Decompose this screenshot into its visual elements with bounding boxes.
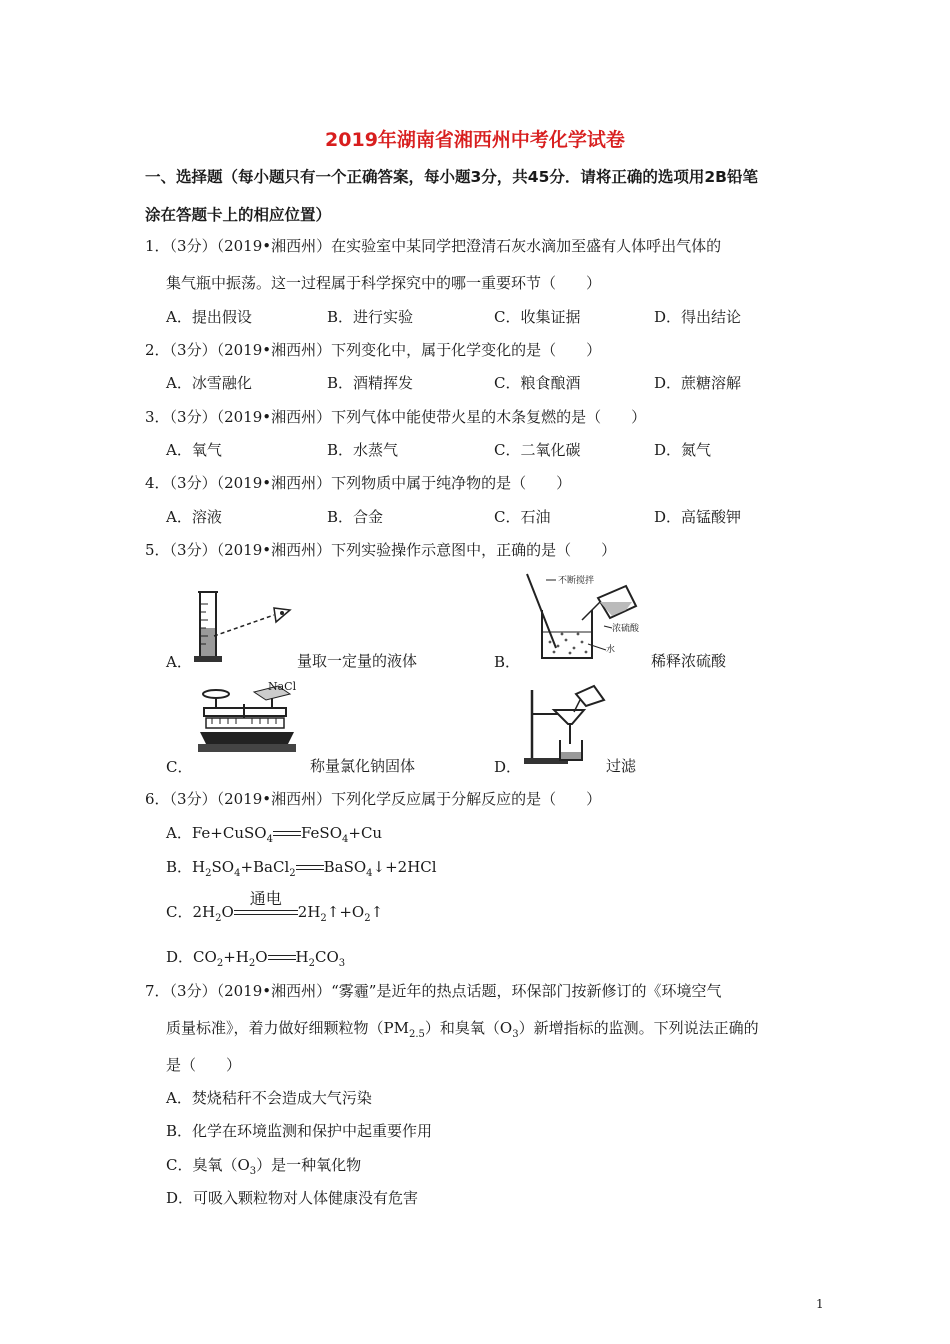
question-7-stem-line3: 是（ ） — [166, 1056, 242, 1074]
question-2-option-c: C．粮食酿酒 — [494, 374, 581, 392]
question-5-option-a-caption: 量取一定量的液体 — [297, 652, 418, 670]
question-5-option-a-letter: A． — [166, 653, 192, 671]
question-6-option-a: A．Fe+CuSO$_4$ FeSO$_4$+Cu — [166, 824, 383, 845]
question-5-stem: 5．（3分）（2019•湘西州）下列实验操作示意图中，正确的是（ ） — [145, 541, 617, 559]
question-7-option-d: D．可吸入颗粒物对人体健康没有危害 — [166, 1189, 419, 1207]
graduated-cylinder-figure — [190, 590, 295, 670]
question-1-option-c: C．收集证据 — [494, 308, 581, 326]
question-6-option-b: B．$H_2SO_4+BaCl_2$ BaSO$_4$↓+2HCl — [166, 858, 437, 879]
question-3-option-a: A．氧气 — [166, 441, 222, 459]
question-6-option-c: C．$2H_2O$ 通电 $2H_2↑+O_2↑$ — [166, 901, 383, 922]
question-1-option-d: D．得出结论 — [654, 308, 742, 326]
question-2-stem: 2．（3分）（2019•湘西州）下列变化中，属于化学变化的是（ ） — [145, 341, 602, 359]
question-7-stem-line1: 7．（3分）（2019•湘西州）“雾霾”是近年的热点话题，环保部门按新修订的《环境空气 — [145, 982, 722, 1000]
question-4-option-c: C．石油 — [494, 508, 551, 526]
water-label: 水 — [606, 645, 616, 655]
question-5-option-b-letter: B． — [494, 653, 521, 671]
question-1-option-a: A．提出假设 — [166, 308, 252, 326]
question-3-option-c: C．二氧化碳 — [494, 441, 581, 459]
question-5-option-c-caption: 称量氯化钠固体 — [310, 757, 416, 775]
question-4-option-a: A．溶液 — [166, 508, 222, 526]
nacl-label: NaCl — [268, 680, 297, 693]
question-3-option-d: D．氮气 — [654, 441, 712, 459]
question-6-option-d: D．$CO_2+H_2O$ $H_2CO_3$ — [166, 948, 346, 969]
reaction-condition: 通电 — [249, 889, 282, 908]
question-7-option-b: B．化学在环境监测和保护中起重要作用 — [166, 1122, 433, 1140]
question-5-option-b-caption: 稀释浓硫酸 — [651, 652, 727, 670]
question-3-option-b: B．水蒸气 — [327, 441, 399, 459]
section-heading-line1: 一、选择题（每小题只有一个正确答案，每小题3分，共45分．请将正确的选项用2B铅笔 — [145, 168, 758, 186]
question-2-option-a: A．冰雪融化 — [166, 374, 252, 392]
question-7-option-c: C．臭氧$(O_3)$是一种氧化物 — [166, 1156, 362, 1177]
question-4-option-d: D．高锰酸钾 — [654, 508, 742, 526]
question-3-stem: 3．（3分）（2019•湘西州）下列气体中能使带火星的木条复燃的是（ ） — [145, 408, 647, 426]
balance-scale-figure — [198, 684, 298, 758]
page-title: 2019年湖南省湘西州中考化学试卷 — [325, 129, 625, 151]
question-2-option-b: B．酒精挥发 — [327, 374, 414, 392]
question-4-option-b: B．合金 — [327, 508, 384, 526]
section-heading-line2: 涂在答题卡上的相应位置） — [145, 206, 332, 224]
question-1-option-b: B．进行实验 — [327, 308, 414, 326]
question-1-stem-line1: 1．（3分）（2019•湘西州）在实验室中某同学把澄清石灰水滴加至盛有人体呼出气体的 — [145, 237, 722, 255]
question-6-stem: 6．（3分）（2019•湘西州）下列化学反应属于分解反应的是（ ） — [145, 790, 602, 808]
page-number: 1 — [816, 1297, 824, 1311]
acid-label: 浓硫酸 — [612, 624, 640, 634]
question-7-stem-line2: 质量标准》，着力做好细颗粒物$(PM_{2.5})$和臭氧$(O_3)$新增指标的监测。下列说法正确的 — [166, 1019, 759, 1040]
question-1-stem-line2: 集气瓶中振荡。这一过程属于科学探究中的哪一重要环节（ ） — [166, 274, 602, 292]
question-5-option-c-letter: C． — [166, 758, 193, 776]
question-5-option-d-letter: D． — [494, 758, 522, 776]
question-5-option-d-caption: 过滤 — [606, 757, 637, 775]
question-4-stem: 4．（3分）（2019•湘西州）下列物质中属于纯净物的是（ ） — [145, 474, 572, 492]
stir-label: 不断搅拌 — [558, 576, 595, 586]
question-7-option-a: A．焚烧秸秆不会造成大气污染 — [166, 1089, 372, 1107]
question-2-option-d: D．蔗糖溶解 — [654, 374, 742, 392]
filtration-figure — [520, 684, 610, 766]
